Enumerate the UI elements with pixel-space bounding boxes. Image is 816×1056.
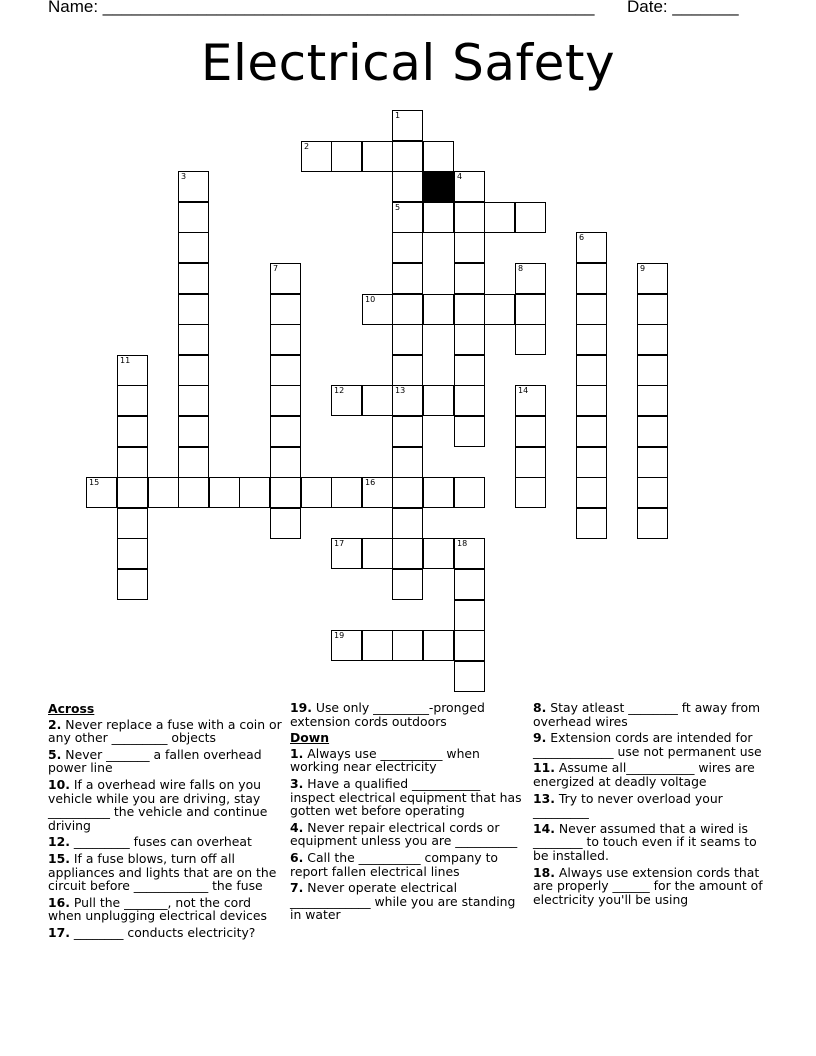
grid-cell[interactable] [392, 232, 423, 263]
grid-cell[interactable] [301, 141, 332, 172]
clue-across-10: 10. If a overhead wire falls on you vehicle while you are driving, stay __________ the vehicle and continue driving [48, 776, 268, 833]
grid-cell[interactable] [117, 447, 148, 478]
grid-cell[interactable] [423, 630, 454, 661]
grid-cell[interactable] [117, 569, 148, 600]
grid-cell[interactable] [423, 141, 454, 172]
clue-number: 19 [334, 631, 345, 640]
grid-cell[interactable] [148, 477, 179, 508]
clue-across-5: 5. Never _______ a fallen overhead power line [48, 746, 262, 776]
grid-cell[interactable] [239, 477, 270, 508]
grid-cell[interactable] [454, 294, 485, 325]
clue-number: 1 [395, 111, 401, 120]
clue-number: 6 [579, 233, 585, 242]
grid-cell[interactable] [178, 447, 209, 478]
grid-cell[interactable] [209, 477, 240, 508]
grid-cell[interactable] [454, 324, 485, 355]
grid-cell[interactable] [178, 263, 209, 294]
grid-cell[interactable] [270, 385, 301, 416]
blocked-cell [423, 171, 454, 202]
grid-cell[interactable] [576, 477, 607, 508]
grid-cell[interactable] [454, 630, 485, 661]
clue-across-12: 12. _________ fuses can overheat [48, 834, 252, 850]
grid-cell[interactable] [454, 416, 485, 447]
grid-cell[interactable] [331, 630, 362, 661]
clue-down-8: 8. Stay atleast ________ ft away from overhead wires [533, 700, 761, 729]
grid-cell[interactable] [117, 508, 148, 539]
grid-cell[interactable] [362, 294, 393, 325]
grid-cell[interactable] [270, 447, 301, 478]
grid-cell[interactable] [392, 202, 423, 233]
grid-cell[interactable] [392, 416, 423, 447]
clue-across-17: 17. ________ conducts electricity? [48, 924, 256, 940]
grid-cell[interactable] [515, 447, 546, 478]
grid-cell[interactable] [576, 416, 607, 447]
grid-cell[interactable] [454, 477, 485, 508]
grid-cell[interactable] [515, 202, 546, 233]
grid-cell[interactable] [454, 538, 485, 569]
grid-cell[interactable] [637, 263, 668, 294]
clue-across-19: 19. Use only _________-pronged extension cords outdoors [290, 700, 485, 729]
grid-cell[interactable] [515, 385, 546, 416]
clue-number: 14 [518, 386, 529, 395]
grid-cell[interactable] [178, 416, 209, 447]
grid-cell[interactable] [515, 263, 546, 294]
grid-cell[interactable] [392, 110, 423, 141]
clue-down-7: 7. Never operate electrical _____________ while you are standing in water [290, 880, 516, 923]
grid-cell[interactable] [270, 355, 301, 386]
grid-cell[interactable] [117, 355, 148, 386]
clue-number: 10 [365, 295, 376, 304]
grid-cell[interactable] [637, 508, 668, 539]
clue-number: 16 [365, 478, 376, 487]
clue-number: 12 [334, 386, 345, 395]
grid-cell[interactable] [484, 294, 515, 325]
name-field-label: Name: ____________________________________________________ [48, 0, 595, 16]
clue-number: 11 [120, 356, 131, 365]
grid-cell[interactable] [515, 477, 546, 508]
grid-cell[interactable] [515, 324, 546, 355]
clue-across-16: 16. Pull the _______, not the cord when unplugging electrical devices [48, 894, 267, 924]
grid-cell[interactable] [270, 477, 301, 508]
clue-number: 18 [457, 539, 468, 548]
grid-cell[interactable] [576, 447, 607, 478]
across-heading: Across [48, 701, 95, 716]
grid-cell[interactable] [117, 477, 148, 508]
grid-cell[interactable] [454, 232, 485, 263]
clue-down-14: 14. Never assumed that a wired is ________ to touch even if it seams to be installed. [533, 820, 757, 863]
grid-cell[interactable] [392, 171, 423, 202]
clue-number: 3 [181, 172, 187, 181]
grid-cell[interactable] [637, 355, 668, 386]
grid-cell[interactable] [454, 600, 485, 631]
grid-cell[interactable] [515, 416, 546, 447]
grid-cell[interactable] [117, 538, 148, 569]
grid-cell[interactable] [392, 630, 423, 661]
clue-down-1: 1. Always use __________ when working near electricity [290, 745, 480, 775]
grid-cell[interactable] [270, 416, 301, 447]
grid-cell[interactable] [576, 355, 607, 386]
grid-cell[interactable] [178, 324, 209, 355]
grid-cell[interactable] [178, 171, 209, 202]
grid-cell[interactable] [362, 385, 393, 416]
clue-down-18: 18. Always use extension cords that are properly ______ for the amount of electricity you'll be using [533, 864, 763, 907]
grid-cell[interactable] [178, 202, 209, 233]
grid-cell[interactable] [576, 385, 607, 416]
grid-cell[interactable] [178, 385, 209, 416]
grid-cell[interactable] [392, 294, 423, 325]
grid-cell[interactable] [117, 385, 148, 416]
grid-cell[interactable] [392, 477, 423, 508]
grid-cell[interactable] [178, 232, 209, 263]
grid-cell[interactable] [454, 385, 485, 416]
grid-cell[interactable] [637, 324, 668, 355]
clue-number: 8 [518, 264, 524, 273]
grid-cell[interactable] [301, 477, 332, 508]
grid-cell[interactable] [423, 538, 454, 569]
clue-number: 7 [273, 264, 279, 273]
clue-across-2: 2. Never replace a fuse with a coin or any other _________ objects [48, 716, 282, 746]
grid-cell[interactable] [392, 141, 423, 172]
date-field-label: Date: _______ [627, 0, 739, 16]
clue-across-15: 15. If a fuse blows, turn off all appliances and lights that are on the circuit before ____________ the fuse [48, 850, 277, 894]
grid-cell[interactable] [576, 263, 607, 294]
grid-cell[interactable] [392, 447, 423, 478]
clue-number: 2 [304, 142, 310, 151]
grid-cell[interactable] [576, 508, 607, 539]
grid-cell[interactable] [331, 385, 362, 416]
clue-number: 17 [334, 539, 345, 548]
grid-cell[interactable] [392, 324, 423, 355]
grid-cell[interactable] [454, 202, 485, 233]
page-title: Electrical Safety [200, 34, 616, 92]
clue-number: 13 [395, 386, 406, 395]
grid-cell[interactable] [637, 447, 668, 478]
clue-down-13: 13. Try to never overload your _________ [533, 790, 723, 820]
grid-cell[interactable] [331, 141, 362, 172]
grid-cell[interactable] [637, 385, 668, 416]
grid-cell[interactable] [423, 477, 454, 508]
grid-cell[interactable] [454, 263, 485, 294]
grid-cell[interactable] [270, 263, 301, 294]
grid-cell[interactable] [423, 202, 454, 233]
grid-cell[interactable] [362, 477, 393, 508]
grid-cell[interactable] [454, 661, 485, 692]
clue-number: 4 [457, 172, 463, 181]
clue-number: 9 [640, 264, 646, 273]
clue-column-1 [48, 701, 283, 943]
grid-cell[interactable] [392, 263, 423, 294]
grid-cell[interactable] [454, 171, 485, 202]
grid-cell[interactable] [270, 508, 301, 539]
grid-cell[interactable] [515, 294, 546, 325]
grid-cell[interactable] [392, 508, 423, 539]
clue-number: 5 [395, 203, 401, 212]
clue-down-3: 3. Have a qualified ___________ inspect electrical equipment that has gotten wet before operating [290, 775, 522, 819]
grid-cell[interactable] [454, 355, 485, 386]
clue-down-6: 6. Call the __________ company to report fallen electrical lines [290, 849, 499, 879]
grid-cell[interactable] [86, 477, 117, 508]
grid-cell[interactable] [392, 355, 423, 386]
grid-cell[interactable] [637, 294, 668, 325]
grid-cell[interactable] [331, 538, 362, 569]
grid-cell[interactable] [270, 294, 301, 325]
grid-cell[interactable] [331, 477, 362, 508]
grid-cell[interactable] [423, 294, 454, 325]
grid-cell[interactable] [392, 538, 423, 569]
grid-cell[interactable] [576, 324, 607, 355]
grid-cell[interactable] [484, 202, 515, 233]
clue-column-3 [533, 701, 773, 909]
clue-down-4: 4. Never repair electrical cords or equipment unless you are __________ [290, 819, 518, 849]
clue-down-9: 9. Extension cords are intended for _____________ use not permanent use [533, 730, 762, 759]
grid-cell[interactable] [362, 141, 393, 172]
grid-cell[interactable] [178, 477, 209, 508]
grid-cell[interactable] [454, 569, 485, 600]
grid-cell[interactable] [362, 630, 393, 661]
grid-cell[interactable] [576, 232, 607, 263]
down-heading: Down [290, 730, 330, 746]
grid-cell[interactable] [270, 324, 301, 355]
grid-cell[interactable] [178, 355, 209, 386]
clue-down-11: 11. Assume all___________ wires are energized at deadly voltage [533, 760, 755, 789]
grid-cell[interactable] [637, 477, 668, 508]
grid-cell[interactable] [576, 294, 607, 325]
grid-cell[interactable] [392, 385, 423, 416]
grid-cell[interactable] [637, 416, 668, 447]
grid-cell[interactable] [392, 569, 423, 600]
clue-number: 15 [89, 478, 100, 487]
grid-cell[interactable] [423, 385, 454, 416]
clue-column-2 [290, 701, 525, 925]
grid-cell[interactable] [117, 416, 148, 447]
grid-cell[interactable] [362, 538, 393, 569]
grid-cell[interactable] [178, 294, 209, 325]
